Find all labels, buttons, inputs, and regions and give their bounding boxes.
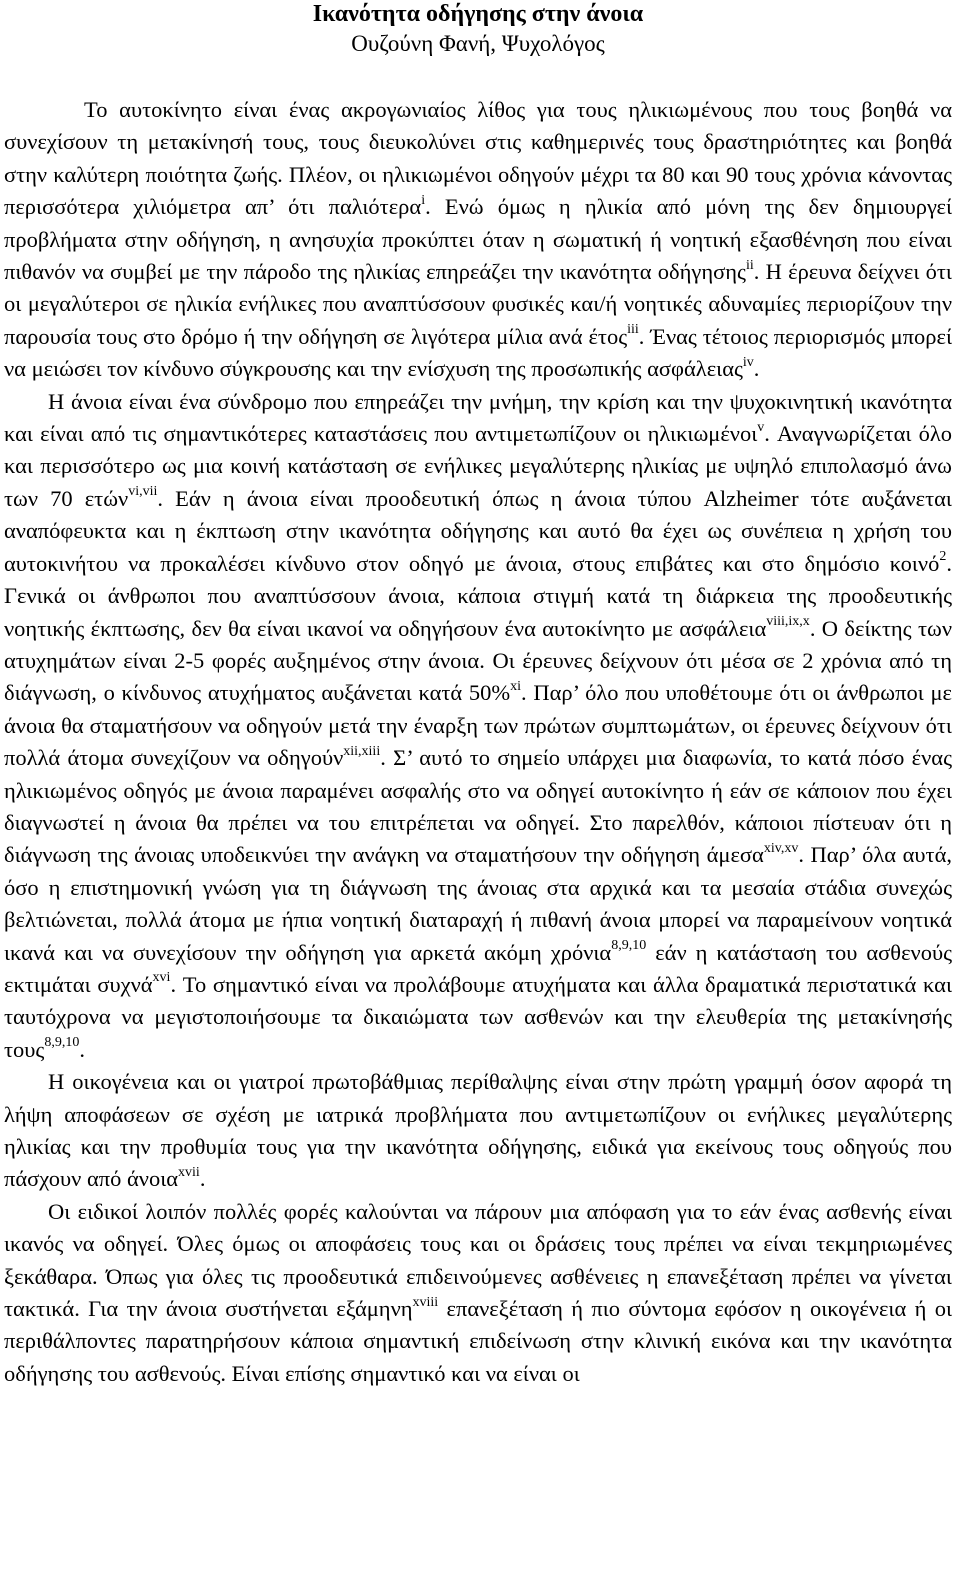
footnote-reference: i (421, 192, 426, 208)
footnote-reference: xi (510, 678, 522, 694)
paragraph-text: . Η έρευνα δείχνει ότι οι μεγαλύτεροι σε ηλικία ενήλικες που αναπτύσσουν φυσικές και/ή νοητικές αδυναμίες περιορίζουν την παρουσία τους στο δρόμο ή την οδήγηση σε λιγότερα μίλια ανά έτος (4, 259, 952, 349)
footnote-reference: vi,vii (128, 484, 158, 500)
paragraph-text: . (199, 1166, 206, 1192)
footnote-reference: iv (742, 354, 754, 370)
paragraph-text: . Ενώ όμως η ηλικία από μόνη της δεν δημιουργεί προβλήματα στην οδήγηση, η ανησυχία προκύπτει όταν η σωματική ή νοητική εξασθένηση που είναι πιθανόν να συμβεί με την πάροδο της ηλικίας επηρεάζει την ικανότητα οδήγησης (4, 194, 953, 285)
document-author: Ουζούνη Φανή, Ψυχολόγος (351, 31, 605, 56)
paragraph-2 (4, 386, 952, 1067)
paragraph-text: Οι ειδικοί λοιπόν πολλές φορές καλούνται να πάρουν μια απόφαση για το εάν ένας ασθενής είναι ικανός να οδηγεί. Όλες όμως οι αποφάσεις τους και οι δράσεις τους πρέπει να είναι τεκμηριωμένες ξεκάθαρα. Όπως για όλες τις προοδευτικά επιδεινούμενες ασθένειες η επανεξέταση πρέπει να γίνεται τακτικά. Για την άνοια συστήνεται εξάμηνη (4, 1198, 952, 1322)
paragraph-text: εάν η κατάσταση του ασθενούς εκτιμάται συχνά (4, 939, 952, 997)
paragraph-1 (4, 94, 952, 386)
footnote-reference: xvii (178, 1164, 200, 1180)
footnote-reference: xii,xiii (343, 743, 381, 759)
paragraph-3 (4, 1066, 952, 1196)
paragraph-4 (4, 1196, 952, 1390)
paragraph-text: . Γενικά οι άνθρωποι που αναπτύσσουν άνοια, κάποια στιγμή κατά τη διάρκεια της προοδευτικής νοητικής έκπτωσης, δεν θα είναι ικανοί να οδηγήσουν ένα αυτοκίνητο με ασφάλεια (4, 550, 952, 641)
document-page (4, 0, 952, 1390)
footnote-reference: xviii (412, 1294, 439, 1310)
footnote-reference: 8,9,10 (611, 938, 647, 954)
paragraph-text: . Παρ’ όλο που υποθέτουμε ότι οι άνθρωποι με άνοια θα σταματήσουν να οδηγούν μετά την έναρξη των πρώτων συμπτωμάτων, οι έρευνες δείχνουν ότι πολλά άτομα συνεχίζουν να οδηγούν (4, 680, 952, 771)
paragraph-text: επανεξέταση ή πιο σύντομα εφόσον η οικογένεια ή οι περιθάλποντες παρατηρήσουν κάποια σημαντική επιδείνωση στην κλινική εικόνα και την ικανότητα οδήγησης του ασθενούς. Είναι επίσης σημαντικό και να είναι οι (4, 1296, 952, 1386)
paragraph-text: . Ένας τέτοιος περιορισμός μπορεί να μειώσει τον κίνδυνο σύγκρουσης και την ενίσχυση της προσωπικής ασφάλειας (4, 323, 952, 382)
footnote-reference: 2 (939, 549, 947, 565)
footnote-reference: 8,9,10 (44, 1035, 80, 1051)
paragraph-text: . Σ’ αυτό το σημείο υπάρχει μια διαφωνία, το κατά πόσο ένας ηλικιωμένος οδηγός με άνοια παραμένει ασφαλής στο να οδηγεί αυτοκίνητο ή εάν σε κάποιον που έχει διαγνωστεί η άνοια θα πρέπει να του επιτρέπεται να οδηγεί. Στο παρελθόν, κάποιοι πίστευαν ότι η διάγνωση της άνοιας υποδεικνύει την ανάγκη να σταματήσουν την οδήγηση άμεσα (4, 745, 952, 868)
paragraph-text: Η οικογένεια και οι γιατροί πρωτοβάθμιας περίθαλψης είναι στην πρώτη γραμμή όσον αφορά τη λήψη αποφάσεων σε σχέση με ιατρικά προβλήματα που αντιμετωπίζουν οι ενήλικες μεγαλύτερης ηλικίας και την προθυμία τους για την ικανότητα οδήγησης, ειδικά για εκείνους τους οδηγούς που πάσχουν από άνοια (4, 1069, 952, 1192)
paragraph-text: . Αναγνωρίζεται όλο και περισσότερο ως μια κοινή κατάσταση σε ενήλικες μεγαλύτερης ηλικίας με υψηλό επιπολασμό άνω των 70 ετών (4, 421, 952, 511)
footnote-reference: v (757, 419, 765, 435)
document-title: Ικανότητα οδήγησης στην άνοια (312, 1, 644, 27)
footnote-reference: xvi (152, 970, 171, 986)
paragraph-text: . (79, 1036, 85, 1062)
paragraph-text: Η άνοια είναι ένα σύνδρομο που επηρεάζει την μνήμη, την κρίση και την ψυχοκινητική ικανότητα και είναι από τις σημαντικότερες καταστάσεις που αντιμετωπίζουν οι ηλικιωμένοι (4, 388, 952, 447)
paragraph-text: . Εάν η άνοια είναι προοδευτική όπως η άνοια τύπου Alzheimer τότε αυξάνεται αναπόφευκτα και η έκπτωση στην ικανότητα οδήγησης και αυτό θα έχει ως συνέπεια η χρήση του αυτοκινήτου να προκαλέσει κίνδυνο στον οδηγό με άνοια, στους επιβάτες και στο δημόσιο κοινό (4, 485, 952, 576)
footnote-reference: ii (745, 257, 754, 273)
paragraph-text: Το αυτοκίνητο είναι ένας ακρογωνιαίος λίθος για τους ηλικιωμένους που τους βοηθά να συνεχίσουν τη μετακίνησή τους, τους διευκολύνει στις καθημερινές τους δραστηριότητες και βοηθά στην καλύτερη ποιότητα ζωής. Πλέον, οι ηλικιωμένοι οδηγούν μέχρι τα 80 και 90 τους χρόνια κάνοντας περισσότερα χιλιόμετρα απ’ ότι παλιότερα (4, 97, 952, 220)
footnote-reference: viii,ix,x (766, 614, 810, 629)
footnote-reference: xiv,xv (763, 840, 799, 856)
paragraph-text: . (753, 356, 760, 382)
paragraph-text: . Το σημαντικό είναι να προλάβουμε ατυχήματα και άλλα δραματικά περιστατικά και ταυτόχρονα να μεγιστοποιήσουμε τα δικαιώματα των ασθενών και την ελευθερία της μετακίνησής τους (4, 971, 952, 1062)
footnote-reference: iii (627, 322, 639, 338)
paragraph-text: . Ο δείκτης των ατυχημάτων είναι 2-5 φορές αυξημένος στην άνοια. Οι έρευνες δείχνουν ότι μέσα σε 2 χρόνια από τη διάγνωση, ο κίνδυνος ατυχήματος αυξάνεται κατά 50% (4, 615, 952, 706)
document-body (4, 94, 952, 1390)
paragraph-text: . Παρ’ όλα αυτά, όσο η επιστημονική γνώση για τη διάγνωση της άνοιας στα αρχικά και τα μεσαία στάδια συνεχώς βελτιώνεται, πολλά άτομα με ήπια νοητική διαταραχή ή πιθανή άνοια μπορεί να παραμείνουν νοητικά ικανά και να συνεχίσουν την οδήγηση για αρκετά ακόμη χρόνια (4, 842, 952, 965)
